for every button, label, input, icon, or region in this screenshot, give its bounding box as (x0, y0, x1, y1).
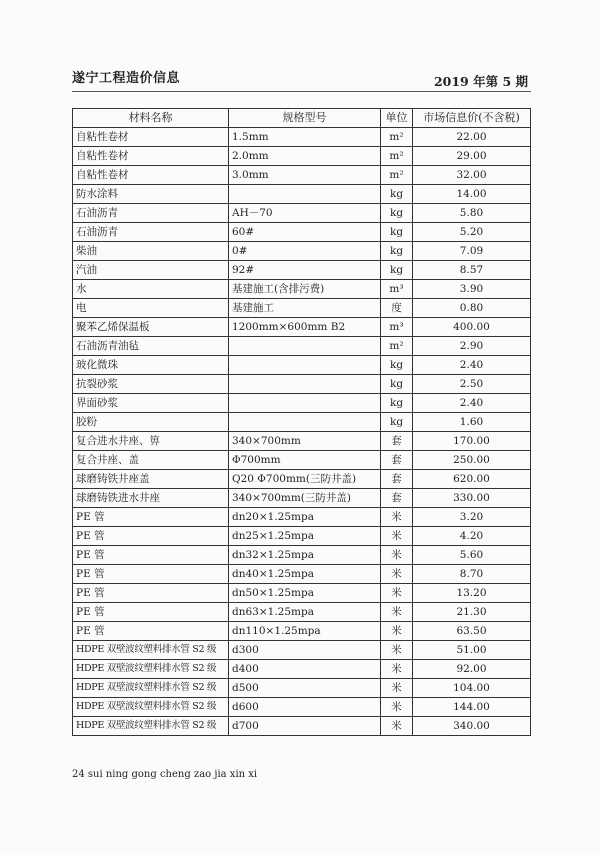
cell-price: 4.20 (413, 527, 531, 546)
cell-material-name: 球磨铸铁井座盖 (73, 470, 229, 489)
table-row (73, 698, 531, 717)
cell-material-name: 自粘性卷材 (73, 128, 229, 147)
cell-material-name: 汽油 (73, 261, 229, 280)
table-row (73, 356, 531, 375)
cell-price: 2.50 (413, 375, 531, 394)
cell-material-name: PE 管 (73, 565, 229, 584)
cell-material-name: 抗裂砂浆 (73, 375, 229, 394)
cell-material-name: PE 管 (73, 527, 229, 546)
cell-unit: 米 (381, 546, 413, 565)
column-header-unit: 单位 (381, 109, 413, 128)
cell-price: 2.40 (413, 356, 531, 375)
cell-unit: kg (381, 394, 413, 413)
cell-unit: 米 (381, 603, 413, 622)
cell-material-name: 石油沥青 (73, 223, 229, 242)
cell-price: 29.00 (413, 147, 531, 166)
table-row (73, 242, 531, 261)
cell-material-name: PE 管 (73, 584, 229, 603)
table-row (73, 375, 531, 394)
cell-price: 1.60 (413, 413, 531, 432)
cell-price: 400.00 (413, 318, 531, 337)
cell-material-name: HDPE 双壁波纹塑料排水管 S2 级 (73, 717, 229, 736)
cell-material-name: PE 管 (73, 603, 229, 622)
cell-price: 13.20 (413, 584, 531, 603)
cell-material-name: 复合进水井座、箅 (73, 432, 229, 451)
cell-price: 2.40 (413, 394, 531, 413)
cell-spec: dn32×1.25mpa (229, 546, 381, 565)
cell-unit: kg (381, 375, 413, 394)
cell-spec: dn25×1.25mpa (229, 527, 381, 546)
cell-unit: m² (381, 166, 413, 185)
cell-unit: m² (381, 337, 413, 356)
table-header-row (73, 109, 531, 128)
cell-spec (229, 337, 381, 356)
cell-unit: 套 (381, 432, 413, 451)
cell-price: 104.00 (413, 679, 531, 698)
cell-spec: Φ700mm (229, 451, 381, 470)
cell-unit: kg (381, 356, 413, 375)
cell-spec: dn110×1.25mpa (229, 622, 381, 641)
cell-unit: 米 (381, 527, 413, 546)
table-row (73, 261, 531, 280)
cell-unit: 米 (381, 717, 413, 736)
cell-unit: 米 (381, 565, 413, 584)
issue-number: 2019 年第 5 期 (433, 74, 528, 89)
cell-price: 5.20 (413, 223, 531, 242)
cell-material-name: 水 (73, 280, 229, 299)
cell-spec: Q20 Φ700mm(三防井盖) (229, 470, 381, 489)
table-row (73, 584, 531, 603)
cell-spec: 基建施工(含排污费) (229, 280, 381, 299)
table-row (73, 185, 531, 204)
cell-unit: m³ (381, 280, 413, 299)
table-row (73, 147, 531, 166)
cell-spec: 340×700mm (229, 432, 381, 451)
table-row (73, 470, 531, 489)
cell-spec: d700 (229, 717, 381, 736)
cell-material-name: 石油沥青 (73, 204, 229, 223)
cell-unit: kg (381, 413, 413, 432)
table-row (73, 565, 531, 584)
cell-spec: d400 (229, 660, 381, 679)
table-row (73, 318, 531, 337)
cell-unit: 米 (381, 698, 413, 717)
cell-unit: 套 (381, 451, 413, 470)
cell-spec: dn20×1.25mpa (229, 508, 381, 527)
cell-spec (229, 413, 381, 432)
cell-spec: 92# (229, 261, 381, 280)
cell-price: 144.00 (413, 698, 531, 717)
cell-price: 51.00 (413, 641, 531, 660)
cell-spec: d300 (229, 641, 381, 660)
cell-spec: 0# (229, 242, 381, 261)
table-row (73, 394, 531, 413)
cell-material-name: 电 (73, 299, 229, 318)
cell-spec (229, 394, 381, 413)
cell-spec: dn63×1.25mpa (229, 603, 381, 622)
column-header-name: 材料名称 (73, 109, 229, 128)
cell-unit: 米 (381, 584, 413, 603)
cell-unit: kg (381, 185, 413, 204)
cell-unit: m² (381, 128, 413, 147)
table-row (73, 622, 531, 641)
table-row (73, 679, 531, 698)
cell-unit: kg (381, 204, 413, 223)
cell-material-name: PE 管 (73, 508, 229, 527)
cell-unit: kg (381, 261, 413, 280)
cell-material-name: HDPE 双壁波纹塑料排水管 S2 级 (73, 679, 229, 698)
column-header-spec: 规格型号 (229, 109, 381, 128)
table-row (73, 717, 531, 736)
cell-unit: 米 (381, 641, 413, 660)
cell-price: 0.80 (413, 299, 531, 318)
table-row (73, 603, 531, 622)
cell-material-name: 自粘性卷材 (73, 166, 229, 185)
table-row (73, 223, 531, 242)
cell-unit: 米 (381, 508, 413, 527)
table-row (73, 489, 531, 508)
cell-price: 3.90 (413, 280, 531, 299)
cell-material-name: HDPE 双壁波纹塑料排水管 S2 级 (73, 698, 229, 717)
cell-price: 5.60 (413, 546, 531, 565)
cell-price: 8.57 (413, 261, 531, 280)
cell-material-name: 聚苯乙烯保温板 (73, 318, 229, 337)
cell-price: 32.00 (413, 166, 531, 185)
table-row (73, 546, 531, 565)
cell-price: 340.00 (413, 717, 531, 736)
table-row (73, 299, 531, 318)
table-row (73, 280, 531, 299)
table-row (73, 451, 531, 470)
cell-unit: kg (381, 223, 413, 242)
cell-price: 7.09 (413, 242, 531, 261)
cell-unit: m³ (381, 318, 413, 337)
cell-price: 22.00 (413, 128, 531, 147)
cell-unit: m² (381, 147, 413, 166)
cell-spec: AH－70 (229, 204, 381, 223)
cell-price: 14.00 (413, 185, 531, 204)
cell-unit: kg (381, 242, 413, 261)
table-row (73, 660, 531, 679)
page-footer: 24 sui ning gong cheng zao jia xin xi (72, 769, 258, 780)
cell-material-name: 球磨铸铁进水井座 (73, 489, 229, 508)
cell-spec: dn50×1.25mpa (229, 584, 381, 603)
column-header-price: 市场信息价(不含税) (413, 109, 531, 128)
cell-spec (229, 375, 381, 394)
cell-price: 330.00 (413, 489, 531, 508)
cell-unit: 米 (381, 679, 413, 698)
publication-title: 遂宁工程造价信息 (72, 71, 181, 86)
cell-material-name: PE 管 (73, 622, 229, 641)
table-row (73, 432, 531, 451)
cell-spec: 3.0mm (229, 166, 381, 185)
table-row (73, 413, 531, 432)
header-divider (72, 91, 531, 92)
table-row (73, 166, 531, 185)
cell-material-name: HDPE 双壁波纹塑料排水管 S2 级 (73, 641, 229, 660)
material-price-table (72, 108, 531, 736)
cell-spec (229, 356, 381, 375)
cell-spec: 1200mm×600mm B2 (229, 318, 381, 337)
cell-material-name: 玻化微珠 (73, 356, 229, 375)
cell-material-name: HDPE 双壁波纹塑料排水管 S2 级 (73, 660, 229, 679)
cell-spec (229, 185, 381, 204)
cell-spec: d600 (229, 698, 381, 717)
cell-unit: 度 (381, 299, 413, 318)
cell-unit: 套 (381, 489, 413, 508)
cell-price: 2.90 (413, 337, 531, 356)
cell-spec: 1.5mm (229, 128, 381, 147)
cell-unit: 米 (381, 622, 413, 641)
cell-spec: 340×700mm(三防井盖) (229, 489, 381, 508)
cell-spec: 60# (229, 223, 381, 242)
cell-price: 170.00 (413, 432, 531, 451)
cell-price: 5.80 (413, 204, 531, 223)
cell-material-name: 胶粉 (73, 413, 229, 432)
cell-material-name: 界面砂浆 (73, 394, 229, 413)
cell-spec: dn40×1.25mpa (229, 565, 381, 584)
cell-spec: 基建施工 (229, 299, 381, 318)
cell-material-name: 防水涂料 (73, 185, 229, 204)
cell-material-name: 石油沥青油毡 (73, 337, 229, 356)
table-row (73, 508, 531, 527)
cell-price: 620.00 (413, 470, 531, 489)
cell-unit: 套 (381, 470, 413, 489)
table-row (73, 128, 531, 147)
table-row (73, 204, 531, 223)
table-row (73, 527, 531, 546)
cell-price: 8.70 (413, 565, 531, 584)
cell-material-name: 柴油 (73, 242, 229, 261)
cell-price: 3.20 (413, 508, 531, 527)
cell-unit: 米 (381, 660, 413, 679)
cell-spec: d500 (229, 679, 381, 698)
cell-material-name: 自粘性卷材 (73, 147, 229, 166)
cell-price: 21.30 (413, 603, 531, 622)
cell-price: 63.50 (413, 622, 531, 641)
cell-material-name: PE 管 (73, 546, 229, 565)
table-row (73, 641, 531, 660)
cell-material-name: 复合井座、盖 (73, 451, 229, 470)
table-row (73, 337, 531, 356)
cell-price: 250.00 (413, 451, 531, 470)
cell-spec: 2.0mm (229, 147, 381, 166)
cell-price: 92.00 (413, 660, 531, 679)
